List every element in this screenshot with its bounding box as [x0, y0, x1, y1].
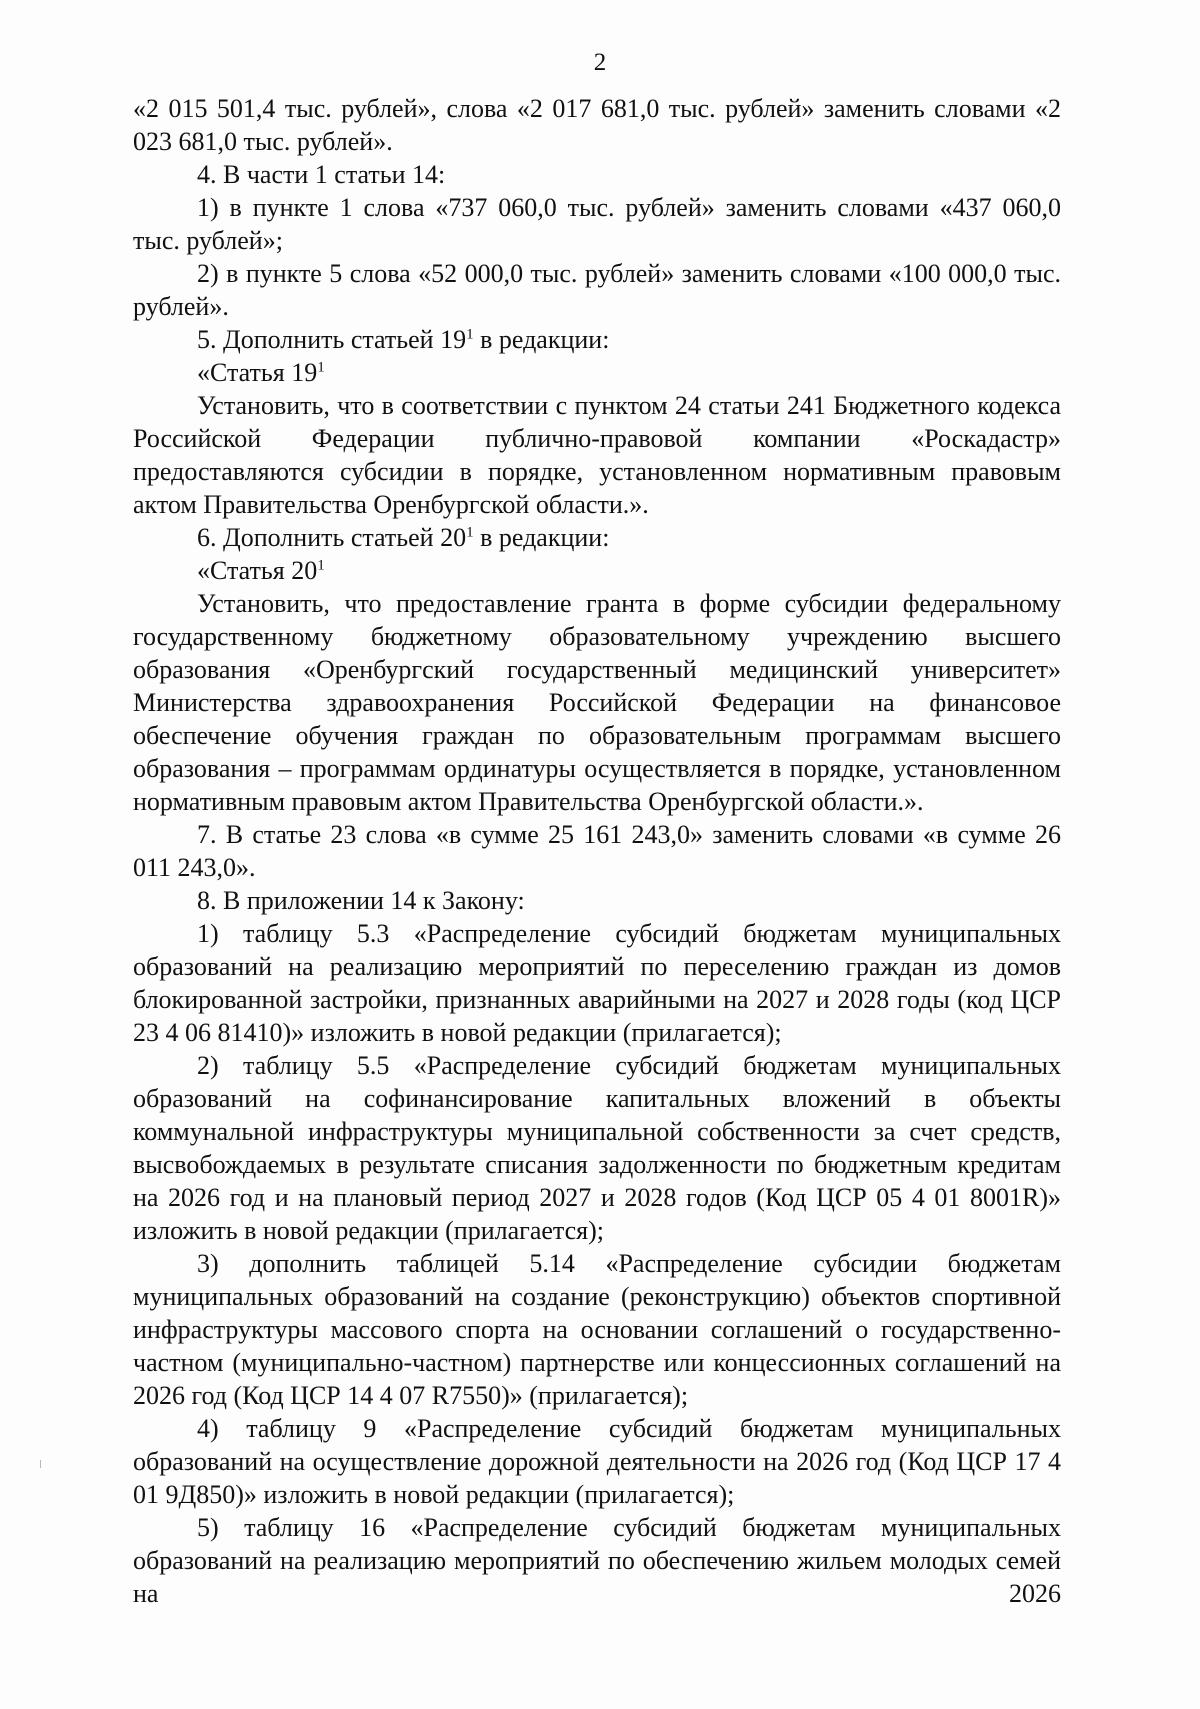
- paragraph: [133, 1049, 1061, 1247]
- paragraph: [133, 917, 1061, 1049]
- paragraph-text: 1) в пункте 1 слова «737 060,0 тыс. рублей» заменить словами «437 060,0 тыс. рублей»;: [133, 193, 1061, 255]
- paragraph-text: 5. Дополнить статьей 19: [197, 325, 467, 354]
- superscript: 1: [317, 359, 325, 376]
- document-body: [133, 92, 1061, 1610]
- paragraph-text: 2) в пункте 5 слова «52 000,0 тыс. рублей» заменить словами «100 000,0 тыс. рублей».: [133, 259, 1061, 321]
- paragraph-text-continued: в редакции:: [473, 325, 610, 354]
- superscript: 1: [466, 524, 474, 541]
- paragraph-text: «Статья 19: [197, 358, 318, 387]
- paragraph-text: 2) таблицу 5.5 «Распределение субсидий бюджетам муниципальных образований на софинансирование капитальных вложений в объекты коммунальной инфраструктуры муниципальной собственности за счет средств, высвобождаемых в результате списания задолженности по бюджетным кредитам на 2026 год и на плановый период 2027 и 2028 годов (Код ЦСР 05 4 01 8001R)» изложить в новой редакции (прилагается);: [133, 1051, 1061, 1245]
- paragraph: [133, 818, 1061, 884]
- paragraph-text: 5) таблицу 16 «Распределение субсидий бюджетам муниципальных образований на реализацию мероприятий по обеспечению жильем молодых семей на 2026: [133, 1513, 1061, 1608]
- superscript: 1: [466, 326, 474, 343]
- paragraph-text: «2 015 501,4 тыс. рублей», слова «2 017 681,0 тыс. рублей» заменить словами «2 023 681,0 тыс. рублей».: [133, 94, 1061, 156]
- paragraph-text: 4. В части 1 статьи 14:: [197, 160, 446, 189]
- paragraph: [133, 587, 1061, 818]
- paragraph: [133, 92, 1061, 158]
- paragraph: [133, 884, 1061, 917]
- paragraph: [133, 1511, 1061, 1610]
- paragraph-text: 8. В приложении 14 к Закону:: [197, 886, 525, 915]
- paragraph: [133, 389, 1061, 521]
- paragraph-text: Установить, что в соответствии с пунктом 24 статьи 241 Бюджетного кодекса Российской Федерации публично-правовой компании «Роскадастр» предоставляются субсидии в порядке, установленном нормативным правовым актом Правительства Оренбургской области.».: [133, 391, 1061, 519]
- superscript: 1: [317, 557, 325, 574]
- paragraph: [133, 323, 1061, 356]
- page-number: 2: [593, 49, 607, 76]
- paragraph-text: «Статья 20: [197, 556, 318, 585]
- paragraph-text: 6. Дополнить статьей 20: [197, 523, 467, 552]
- paragraph: [133, 158, 1061, 191]
- paragraph-text: Установить, что предоставление гранта в форме субсидии федеральному государственному бюджетному образовательному учреждению высшего образования «Оренбургский государственный медицинский университет» Министерства здравоохранения Российской Федерации на финансовое обеспечение обучения граждан по образовательным программам высшего образования – программам ординатуры осуществляется в порядке, установленном нормативным правовым актом Правительства Оренбургской области.».: [133, 589, 1061, 816]
- paragraph: [133, 554, 1061, 587]
- paragraph-text-continued: в редакции:: [473, 523, 610, 552]
- paragraph: [133, 356, 1061, 389]
- paragraph-text: 1) таблицу 5.3 «Распределение субсидий бюджетам муниципальных образований на реализацию мероприятий по переселению граждан из домов блокированной застройки, признанных аварийными на 2027 и 2028 годы (код ЦСР 23 4 06 81410)» изложить в новой редакции (прилагается);: [133, 919, 1061, 1047]
- paragraph: [133, 1247, 1061, 1412]
- paragraph: [133, 191, 1061, 257]
- paragraph-text: 7. В статье 23 слова «в сумме 25 161 243,0» заменить словами «в сумме 26 011 243,0».: [133, 820, 1061, 882]
- paragraph: [133, 521, 1061, 554]
- paragraph: [133, 257, 1061, 323]
- scan-mark: [40, 1460, 41, 1468]
- paragraph-text: 3) дополнить таблицей 5.14 «Распределение субсидии бюджетам муниципальных образований на создание (реконструкцию) объектов спортивной инфраструктуры массового спорта на основании соглашений о государственно-частном (муниципально-частном) партнерстве или концессионных соглашений на 2026 год (Код ЦСР 14 4 07 R7550)» (прилагается);: [133, 1249, 1061, 1410]
- paragraph: [133, 1412, 1061, 1511]
- paragraph-text: 4) таблицу 9 «Распределение субсидий бюджетам муниципальных образований на осуществление дорожной деятельности на 2026 год (Код ЦСР 17 4 01 9Д850)» изложить в новой редакции (прилагается);: [133, 1414, 1061, 1509]
